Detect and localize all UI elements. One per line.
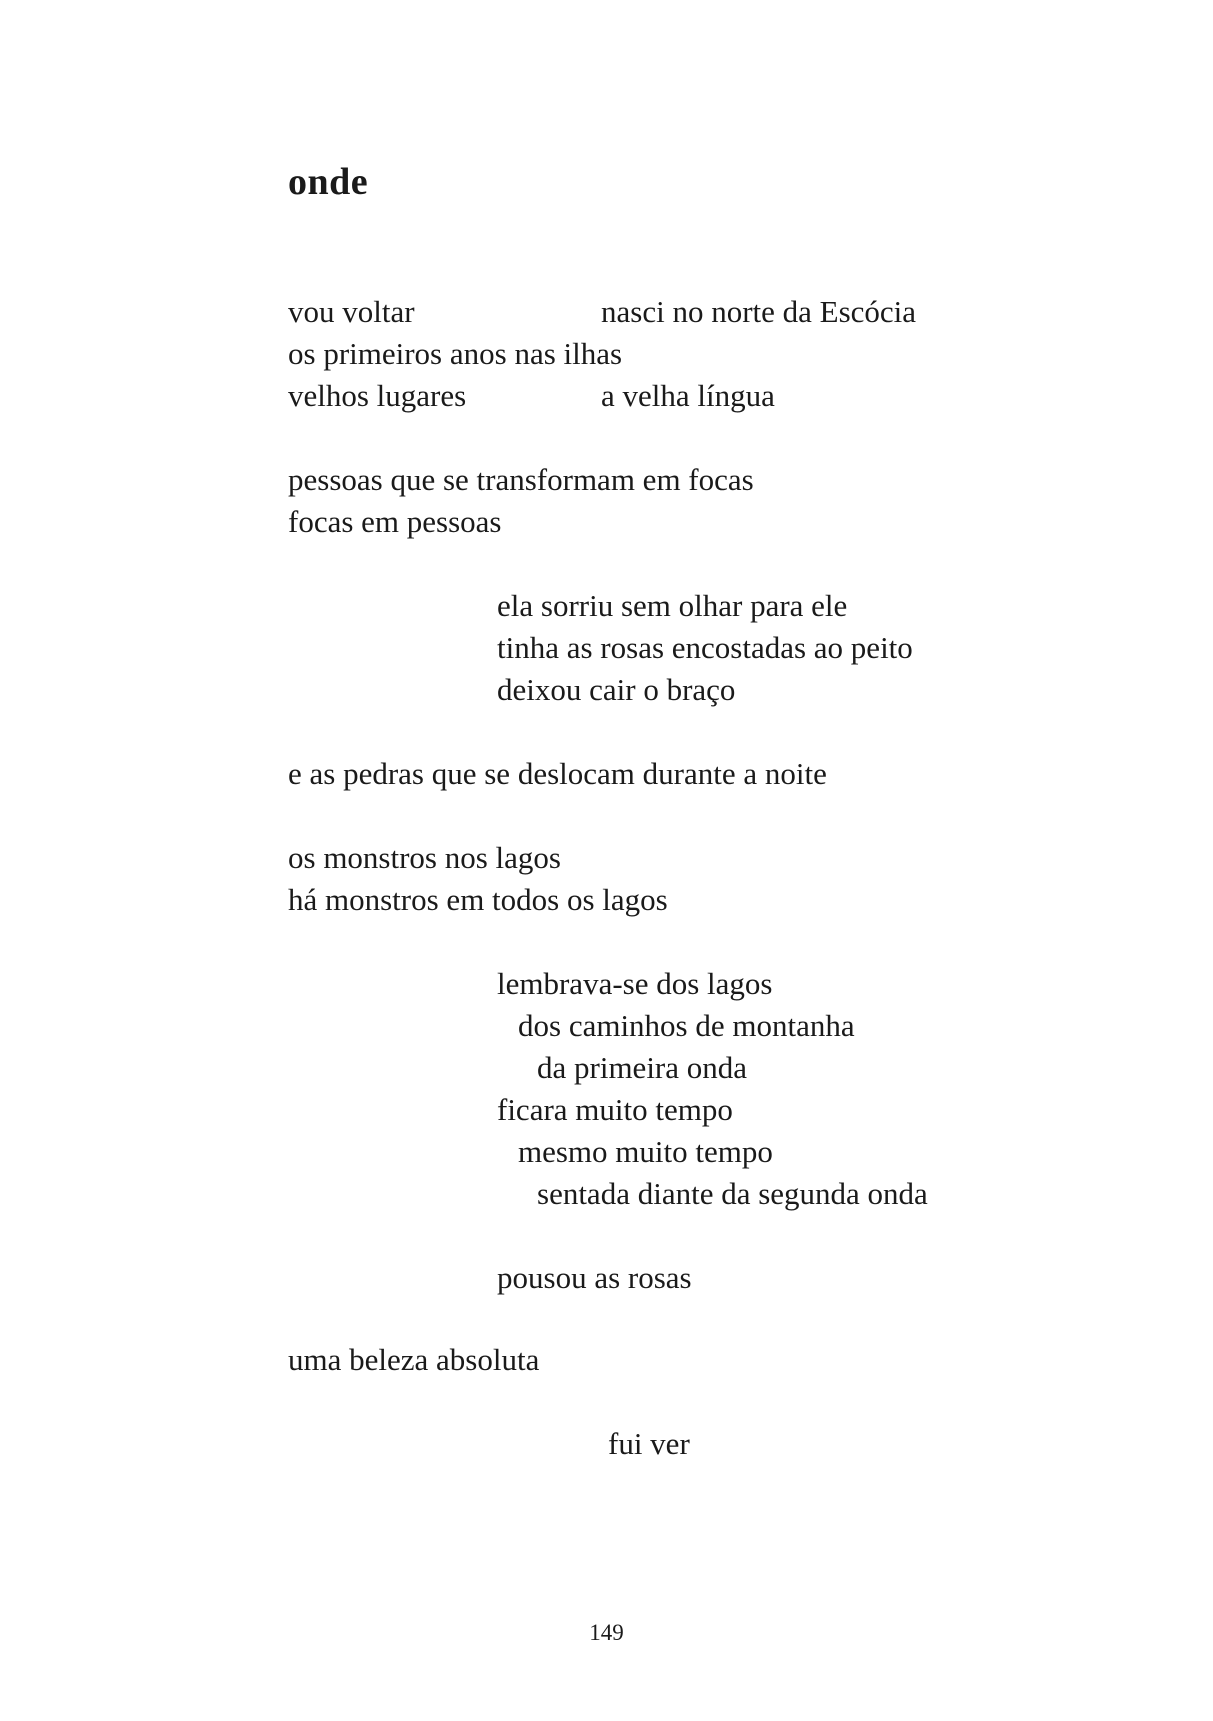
poem-line: dos caminhos de montanha <box>518 1008 855 1043</box>
poem-line: tinha as rosas encostadas ao peito <box>497 630 913 665</box>
poem-line: deixou cair o braço <box>497 672 736 707</box>
poem-line: os primeiros anos nas ilhas <box>288 336 623 371</box>
poem-line: a velha língua <box>601 378 775 413</box>
poem-line: os monstros nos lagos <box>288 840 561 875</box>
poem-line: ela sorriu sem olhar para ele <box>497 588 848 623</box>
poem-line: fui ver <box>608 1426 690 1461</box>
poem-line: pousou as rosas <box>497 1260 692 1295</box>
poem-line: e as pedras que se deslocam durante a noite <box>288 756 827 791</box>
poem-line: lembrava-se dos lagos <box>497 966 773 1001</box>
poem-line: há monstros em todos os lagos <box>288 882 668 917</box>
poem-line: pessoas que se transformam em focas <box>288 462 754 497</box>
poem-line: da primeira onda <box>537 1050 748 1085</box>
poem-line: ficara muito tempo <box>497 1092 733 1127</box>
poem-line: nasci no norte da Escócia <box>601 294 917 329</box>
poem-line: vou voltar <box>288 294 415 329</box>
poem-title: onde <box>288 161 369 203</box>
poem-line: velhos lugares <box>288 378 467 413</box>
page-number: 149 <box>589 1620 624 1645</box>
poem-line: focas em pessoas <box>288 504 502 539</box>
poem-line: sentada diante da segunda onda <box>537 1176 928 1211</box>
poem-line: uma beleza absoluta <box>288 1342 540 1377</box>
poem-line: mesmo muito tempo <box>518 1134 773 1169</box>
